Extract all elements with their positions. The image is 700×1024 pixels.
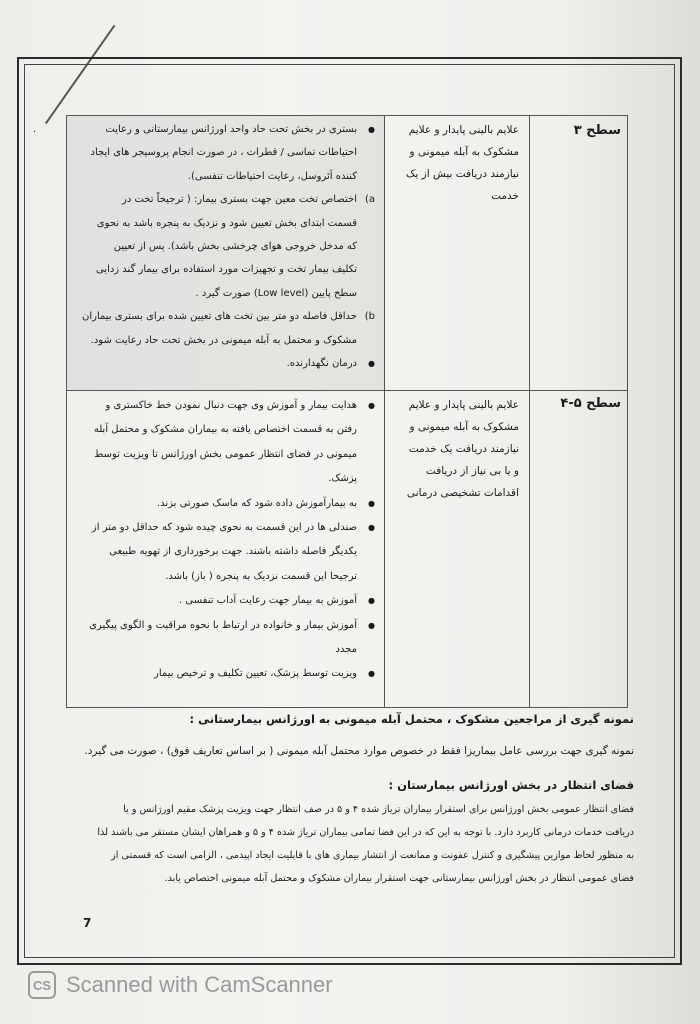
triage-table bbox=[66, 115, 628, 708]
action-item: ● هدایت بیمار و آموزش وی جهت دنبال نمودن خط خاکستری و رفتن به قسمت اختصاص یافته به بیماران مشکوک و محتمل آبله میمونی در فضای انتظار عمومی بخش اورژانس تا ویزیت توسط پزشک. bbox=[69, 394, 377, 492]
sampling-text: نمونه گیری جهت بررسی عامل بیماریزا فقط در خصوص موارد محتمل آبله میمونی ( بر اساس تعاریف فوق) ، صورت می گیرد. bbox=[84, 745, 634, 757]
action-item: ● به بیمارآموزش داده شود که ماسک صورتی بزند. bbox=[69, 492, 377, 516]
level-4-5-actions bbox=[69, 394, 377, 687]
level-3-actions bbox=[69, 118, 377, 375]
level-3-signs bbox=[384, 119, 519, 207]
sign-line: نیازمند دریافت بیش از یک bbox=[406, 168, 519, 180]
level-4-5-signs bbox=[384, 394, 519, 504]
waiting-heading: فضای انتظار در بخش اورژانس بیمارستان : bbox=[388, 778, 634, 792]
sign-line: مشکوک به آبله میمونی و bbox=[409, 146, 519, 158]
level-3-label: سطح ۳ bbox=[573, 123, 621, 138]
sampling-section bbox=[54, 710, 634, 760]
sampling-heading: نمونه گیری از مراجعین مشکوک ، محتمل آبله میمونی به اورژانس بیمارستانی : bbox=[189, 712, 634, 726]
sign-line: اقدامات تشخیصی درمانی bbox=[406, 487, 519, 499]
item-label: a) bbox=[364, 194, 375, 206]
level-4-5-label: سطح ۵-۴ bbox=[560, 396, 621, 411]
paragraph-line: فضای عمومی انتظار در بخش اورژانس بیمارستانی جهت استقرار بیماران مشکوک و محتمل آبله میمونی اختصاص یابد. bbox=[164, 873, 634, 884]
action-item: ● درمان نگهدارنده. bbox=[69, 352, 377, 375]
page-number: 7 bbox=[83, 916, 92, 930]
sign-line: علایم بالینی پایدار و علایم bbox=[408, 399, 519, 411]
waiting-paragraph bbox=[34, 798, 634, 890]
action-item: ● ویزیت توسط پزشک، تعیین تکلیف و ترخیص بیمار bbox=[69, 662, 377, 686]
sign-line: و یا بی نیاز از دریافت bbox=[425, 465, 519, 477]
sign-line: خدمت bbox=[491, 190, 519, 202]
sign-line: علایم بالینی پایدار و علایم bbox=[408, 124, 519, 136]
action-item: ● صندلی ها در این قسمت به نحوی چیده شود که حداقل دو متر از یکدیگر فاصله داشته باشند. جهت برخورداری از تهویه طبیعی ترجیحا این قسمت نزدیک به پنجره ( باز) باشد. bbox=[69, 516, 377, 589]
column-divider bbox=[529, 116, 530, 707]
paragraph-line: به منظور لحاظ موازین پیشگیری و کنترل عفونت و ممانعت از انتشار بیماری های با قابلیت ایجاد اپیدمی ، الزامی است که قسمتی از bbox=[111, 850, 634, 861]
action-item: ● آموزش به بیمار جهت رعایت آداب تنفسی . bbox=[69, 589, 377, 613]
action-item: b) حداقل فاصله دو متر بین تخت های تعیین شده برای بستری بیماران مشکوک و محتمل به آبله میمونی در بخش تحت حاد رعایت شود. bbox=[69, 305, 377, 352]
item-label: b) bbox=[364, 311, 375, 323]
waiting-section bbox=[34, 776, 634, 890]
action-item: a) اختصاص تخت معین جهت بستری بیمار: ( ترجیحاً تخت در قسمت ابتدای بخش تعیین شود و نزدیک به پنجره باشد به نحوی که مدخل خروجی هوای چرخشی بخش باشد). پس از تعیین تکلیف بیمار تخت و تجهیزات مورد استفاده برای بیمار گند زدایی سطح پایین (Low level) صورت گیرد . bbox=[69, 188, 377, 305]
sign-line: مشکوک به آبله میمونی و bbox=[409, 421, 519, 433]
watermark-text: Scanned with CamScanner bbox=[66, 972, 333, 997]
paragraph-line: دریافت خدمات درمانی کاربرد دارد. با توجه به این که در این فضا تمامی بیماران تریاژ شده ۴ و ۵ و همراهان ایشان مستقر می باشند لذا bbox=[97, 827, 634, 838]
margin-dot: . bbox=[33, 124, 37, 135]
row-divider bbox=[67, 390, 627, 391]
action-item: ● بستری در بخش تحت حاد واحد اورژانس بیمارستانی و رعایت احتیاطات تماسی / قطرات ، در صورت انجام پروسیجر های ایجاد کننده آئروسل، رعایت احتیاطات تنفسی). bbox=[69, 118, 377, 188]
paragraph-line: فضای انتظار عمومی بخش اورژانس برای استقرار بیماران تریاژ شده ۴ و ۵ در صف انتظار جهت ویزیت پزشک مقیم اورژانس و یا bbox=[123, 804, 634, 815]
camscanner-watermark bbox=[28, 968, 333, 1002]
sign-line: نیازمند دریافت یک خدمت bbox=[408, 443, 519, 455]
camscanner-logo-icon: CS bbox=[28, 971, 56, 999]
action-item: ● آموزش بیمار و خانواده در ارتباط با نحوه مراقبت و الگوی پیگیری مجدد bbox=[69, 614, 377, 663]
